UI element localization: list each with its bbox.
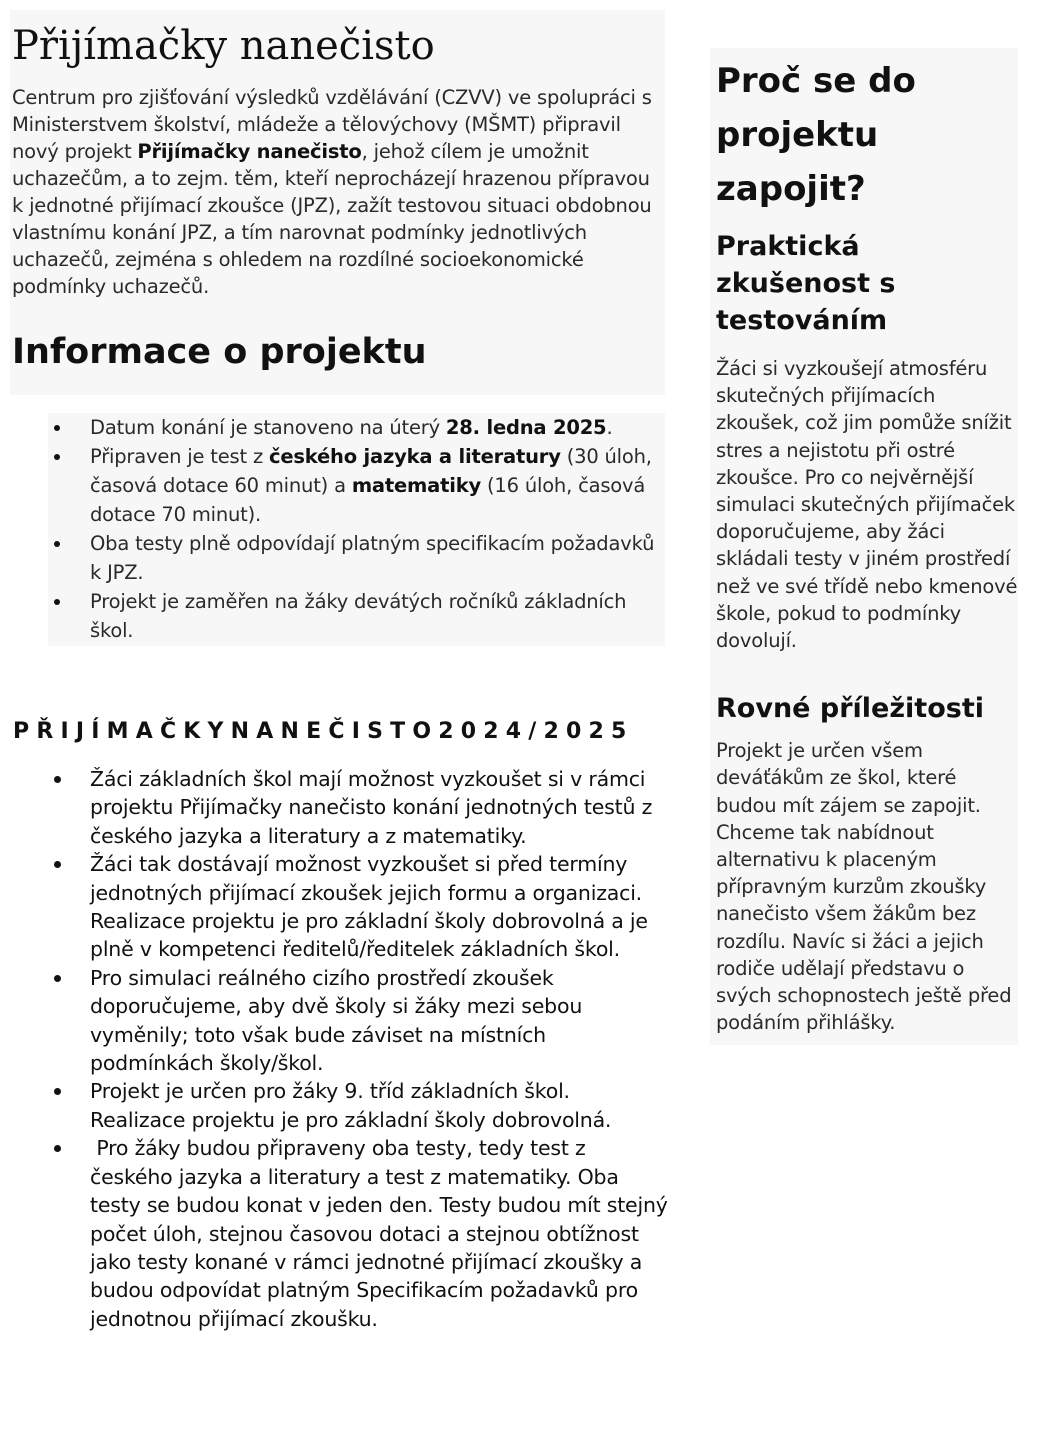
info-item-date-value: 28. ledna 2025 <box>445 416 607 439</box>
info-item-text: Datum konání je stanoveno na úterý <box>90 416 446 439</box>
bullet-icon <box>54 599 60 605</box>
bullet-icon <box>54 776 61 783</box>
program-item-text: Pro žáky budou připraveny oba testy, tedy test z českého jazyka a literatury a test z matematiky. Oba testy se budou konat v jeden den. Testy budou mít stejný počet úloh, stejnou časovou dotaci a stejnou obtížnost jako testy konané v rámci jednotné přijímací zkoušky a budou odpovídat platným Specifikacím požadavků pro jednotnou přijímací zkoušku. <box>90 1136 675 1331</box>
info-item-date <box>48 413 665 442</box>
program-item-text: Pro simulaci reálného cizího prostředí zkoušek doporučujeme, aby dvě školy si žáky mezi sebou vyměnily; toto však bude záviset na místních podmínkách školy/škol. <box>90 965 583 1076</box>
intro-panel <box>10 10 665 395</box>
program-item <box>48 964 668 1078</box>
sidebar-heading-practical: Praktická zkušenost s testováním <box>716 231 896 336</box>
page-title: Přijímačky nanečisto <box>12 23 435 69</box>
intro-project-name: Přijímačky nanečisto <box>137 140 362 163</box>
program-list <box>48 765 675 1333</box>
info-item-text: (30 úloh, časová dotace 60 minut) a <box>90 445 652 497</box>
program-item <box>48 1077 668 1134</box>
info-item-tests <box>48 442 665 529</box>
info-heading: Informace o projektu <box>12 332 427 372</box>
bullet-icon <box>54 454 60 460</box>
info-list-panel <box>48 413 665 646</box>
intro-paragraph <box>12 84 665 300</box>
sidebar <box>710 48 1018 1045</box>
info-item-target <box>48 587 665 645</box>
program-item-text: Žáci tak dostávají možnost vyzkoušet si před termíny jednotných přijímací zkoušek jejich formu a organizaci. Realizace projektu je pro základní školy dobrovolná a je plně v kompetenci ředitelů/ředitelek základních škol. <box>90 852 648 962</box>
info-list <box>48 413 665 645</box>
intro-text-part2: , jehož cílem je umožnit uchazečům, a to zejm. těm, kteří neprocházejí hrazenou přípravou k jednotné přijímací zkoušce (JPZ), zažít testovou situaci obdobnou vlastnímu konání JPZ, a tím narovnat podmínky jednotlivých uchazečů, zejména s ohledem na rozdílné socioekonomické podmínky uchazečů. <box>12 140 652 298</box>
bullet-icon <box>54 541 60 547</box>
sidebar-text-equal: Projekt je určen všem deváťákům ze škol, které budou mít zájem se zapojit. Chceme tak nabídnout alternativu k placeným přípravným kurzům zkoušky nanečisto všem žákům bez rozdílu. Navíc si žáci a jejich rodiče udělají představu o svých schopnostech ještě před podáním přihlášky. <box>716 739 1012 1035</box>
bullet-icon <box>54 425 60 431</box>
program-item-text: Žáci základních škol mají možnost vyzkoušet si v rámci projektu Přijímačky nanečisto konání jednotných testů z českého jazyka a literatury a z matematiky. <box>90 767 653 848</box>
sidebar-title: Proč se do projektu zapojit? <box>716 61 916 209</box>
info-item-text: Připraven je test z <box>90 445 269 468</box>
program-item <box>48 765 668 850</box>
info-item-subject-czech: českého jazyka a literatury <box>268 445 561 468</box>
sidebar-text-practical: Žáci si vyzkoušejí atmosféru skutečných přijímacích zkoušek, což jim pomůže snížit stres a nejistotu při ostré zkoušce. Pro co nejvěrnější simulaci skutečných přijímaček doporučujeme, aby žáci skládali testy v jiném prostředí než ve své třídě nebo kmenové škole, pokud to podmínky dovolují. <box>716 357 1018 653</box>
info-item-text: Projekt je zaměřen na žáky devátých ročníků základních škol. <box>90 590 627 642</box>
program-item-text: Projekt je určen pro žáky 9. tříd základních škol. Realizace projektu je pro základní školy dobrovolná. <box>90 1079 612 1132</box>
sidebar-heading-equal: Rovné příležitosti <box>716 693 984 725</box>
program-item <box>48 850 668 964</box>
bullet-icon <box>54 1088 61 1095</box>
info-item-text: . <box>606 416 613 439</box>
program-item <box>48 1134 675 1333</box>
bullet-icon <box>54 861 61 868</box>
info-item-text: Oba testy plně odpovídají platným specifikacím požadavků k JPZ. <box>90 532 655 584</box>
info-item-subject-math: matematiky <box>351 474 481 497</box>
info-item-specs <box>48 529 665 587</box>
bullet-icon <box>54 1145 61 1152</box>
info-item-text: (16 úloh, časová dotace 70 minut). <box>90 474 646 526</box>
bullet-icon <box>54 975 61 982</box>
program-heading: PŘIJÍMAČKYNANEČISTO2024/2025 <box>13 719 634 744</box>
intro-text-part1: Centrum pro zjišťování výsledků vzdělávání (CZVV) ve spolupráci s Ministerstvem školství, mládeže a tělovýchovy (MŠMT) připravil nový projekt <box>12 86 652 163</box>
